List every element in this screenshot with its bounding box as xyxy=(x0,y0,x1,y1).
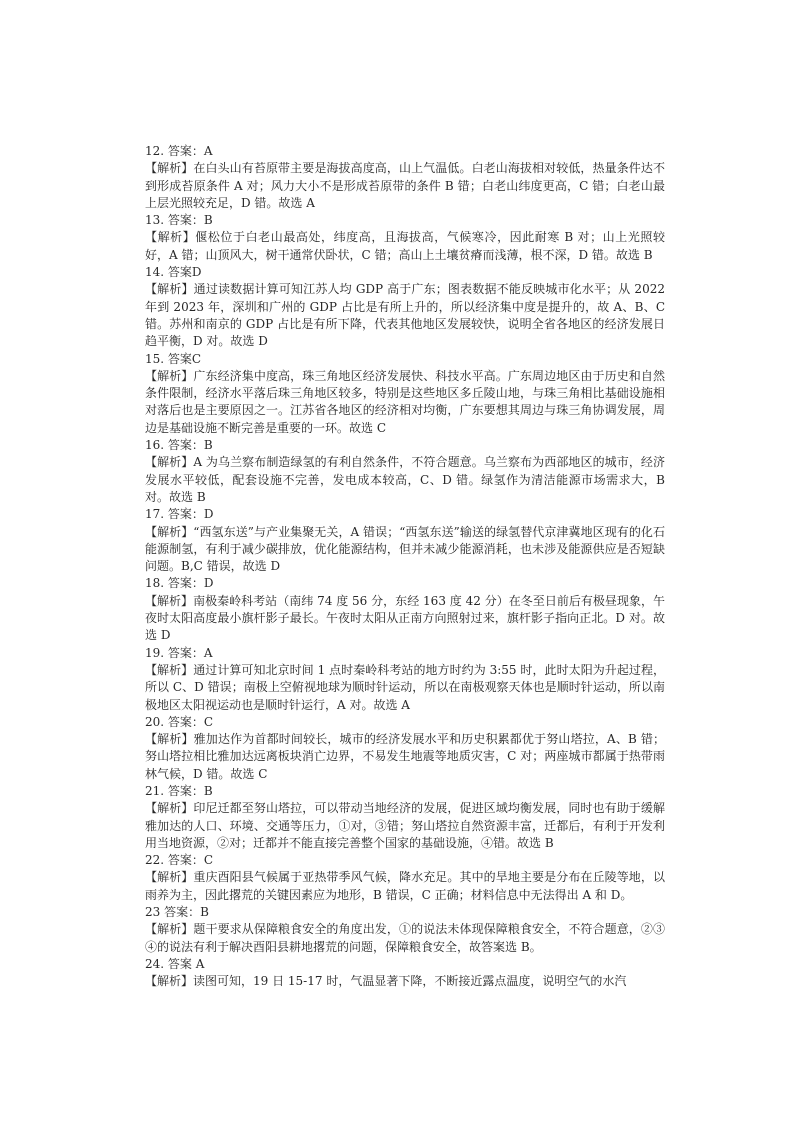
explanation-paragraph xyxy=(145,869,665,904)
answer-line: 12. 答案：A xyxy=(145,144,213,158)
explanation-tag: 【解析】 xyxy=(145,593,194,608)
explanation-paragraph xyxy=(145,368,665,437)
explanation-text: 雅加达作为首都时间较长，城市的经济发展水平和历史积累都优于努山塔拉，A、B 错；努山塔拉相比雅加达远离板块消亡边界，不易发生地震等地质灾害，C 对；两座城市都属于热带雨林气候，D 错。故选 C xyxy=(145,732,665,781)
question-block-14 xyxy=(145,264,665,350)
question-block-21 xyxy=(145,783,665,852)
explanation-text: 读图可知，19 日 15-17 时，气温显著下降，不断接近露点温度，说明空气的水汽 xyxy=(193,974,627,989)
question-block-23 xyxy=(145,904,665,956)
question-block-16 xyxy=(145,437,665,506)
explanation-text: A 为乌兰察布制造绿氢的有利自然条件，不符合题意。乌兰察布为西部地区的城市，经济发展水平较低，配套设施不完善，发电成本较高，C、D 错。绿氢作为清洁能源市场需求大，B 对。故选 B xyxy=(145,455,665,504)
explanation-text: 广东经济集中度高，珠三角地区经济发展快、科技水平高。广东周边地区由于历史和自然条件限制，经济水平落后珠三角地区较多，特别是这些地区多丘陵山地，与珠三角相比基础设施相对落后也是主要原因之一。江苏省各地区的经济相对均衡，广东要想其周边与珠三角协调发展，周边是基础设施不断完善是重要的一环。故选 C xyxy=(145,368,665,435)
answer-line: 21. 答案：B xyxy=(145,783,213,798)
answer-line: 20. 答案：C xyxy=(145,714,214,729)
question-block-20 xyxy=(145,714,665,783)
explanation-paragraph xyxy=(145,662,665,714)
explanation-text: 印尼迁都至努山塔拉，可以带动当地经济的发展，促进区域均衡发展，同时也有助于缓解雅加达的人口、环境、交通等压力，①对，③错；努山塔拉自然资源丰富，迁都后，有利于开发利用当地资源，②对；迁都并不能直接完善整个国家的基础设施，④错。故选 B xyxy=(145,801,665,850)
question-block-12 xyxy=(145,143,665,212)
explanation-paragraph xyxy=(145,454,665,506)
explanation-tag: 【解析】 xyxy=(145,922,194,937)
explanation-paragraph xyxy=(145,229,665,264)
explanation-tag: 【解析】 xyxy=(145,974,194,989)
explanation-paragraph xyxy=(145,973,665,990)
answer-line: 19. 答案：A xyxy=(145,645,213,660)
explanation-tag: 【解析】 xyxy=(145,282,194,297)
answer-line: 22. 答案：C xyxy=(145,853,214,868)
question-block-13 xyxy=(145,212,665,264)
question-block-15 xyxy=(145,351,665,437)
question-block-22 xyxy=(145,852,665,904)
explanation-tag: 【解析】 xyxy=(145,732,194,747)
explanation-tag: 【解析】 xyxy=(145,455,194,470)
explanation-text: 在白头山有苔原带主要是海拔高度高，山上气温低。白老山海拔相对较低，热量条件达不到形成苔原条件 A 对；风力大小不是形成苔原带的条件 B 错；白老山纬度更高，C 错；白老山最上层光照较充足，D 错。故选 A xyxy=(145,161,665,210)
answer-line: 16. 答案：B xyxy=(145,438,213,453)
answer-line: 23 答案：B xyxy=(145,905,209,920)
explanation-tag: 【解析】 xyxy=(145,801,194,816)
explanation-text: 偃松位于白老山最高处，纬度高，且海拔高，气候寒冷，因此耐寒 B 对；山上光照较好，A 错；山顶风大，树干通常伏卧状，C 错；高山上土壤贫瘠而浅薄，根不深，D 错。故选 B xyxy=(145,230,665,262)
explanation-paragraph xyxy=(145,921,665,956)
answer-line: 24. 答案 A xyxy=(145,956,205,971)
question-block-17 xyxy=(145,506,665,575)
explanation-tag: 【解析】 xyxy=(145,662,194,677)
explanation-tag: 【解析】 xyxy=(145,230,196,245)
answer-line: 17. 答案：D xyxy=(145,507,214,522)
explanation-paragraph xyxy=(145,800,665,852)
explanation-text: 通过计算可知北京时间 1 点时秦岭科考站的地方时约为 3:55 时，此时太阳为升起过程，所以 C、D 错误；南极上空俯视地球为顺时针运动，所以在南极观察天体也是顺时针运动，所以南极地区太阳视运动也是顺时针运行，A 对。故选 A xyxy=(145,662,665,712)
explanation-tag: 【解析】 xyxy=(145,524,194,539)
answer-key-content xyxy=(145,143,665,991)
question-block-18 xyxy=(145,575,665,644)
explanation-paragraph xyxy=(145,524,665,576)
explanation-paragraph xyxy=(145,160,665,212)
answer-line: 18. 答案：D xyxy=(145,576,214,591)
explanation-text: 通过读数据计算可知江苏人均 GDP 高于广东；图表数据不能反映城市化水平；从 2022 年到 2023 年，深圳和广州的 GDP 占比是有所上升的，所以经济集中度是提升的，故 A、B、C 错。苏州和南京的 GDP 占比是有所下降，代表其他地区发展较快，说明全省各地区的经济发展日趋平衡，D 对。故选 D xyxy=(145,282,665,349)
explanation-paragraph xyxy=(145,593,665,645)
explanation-paragraph xyxy=(145,731,665,783)
answer-line: 13. 答案：B xyxy=(145,213,213,228)
explanation-paragraph xyxy=(145,281,665,350)
answer-line: 15. 答案C xyxy=(145,351,202,366)
explanation-tag: 【解析】 xyxy=(145,870,194,885)
explanation-tag: 【解析】 xyxy=(145,368,194,383)
explanation-text: 题干要求从保障粮食安全的角度出发，①的说法未体现保障粮食安全，不符合题意，②③④的说法有利于解决酉阳县耕地撂荒的问题，保障粮食安全，故答案选 B。 xyxy=(145,922,665,954)
explanation-tag: 【解析】 xyxy=(145,161,194,176)
answer-line: 14. 答案D xyxy=(145,265,202,280)
explanation-text: 重庆酉阳县气候属于亚热带季风气候，降水充足。其中的旱地主要是分布在丘陵等地，以雨养为主，因此撂荒的关键因素应为地形，B 错误，C 正确；材料信息中无法得出 A 和 D。 xyxy=(145,870,665,902)
question-block-19 xyxy=(145,645,665,714)
question-block-24 xyxy=(145,956,665,991)
explanation-text: 南极秦岭科考站（南纬 74 度 56 分，东经 163 度 42 分）在冬至日前后有极昼现象，午夜时太阳高度最小旗杆影子最长。午夜时太阳从正南方向照射过来，旗杆影子指向正北。D 对。故选 D xyxy=(145,593,665,643)
explanation-text: “西氢东送”与产业集聚无关，A 错误；“西氢东送”输送的绿氢替代京津冀地区现有的化石能源制氢，有利于减少碳排放，优化能源结构，但并未减少能源消耗，也未涉及能源供应是否短缺问题。B,C 错误，故选 D xyxy=(145,524,665,574)
